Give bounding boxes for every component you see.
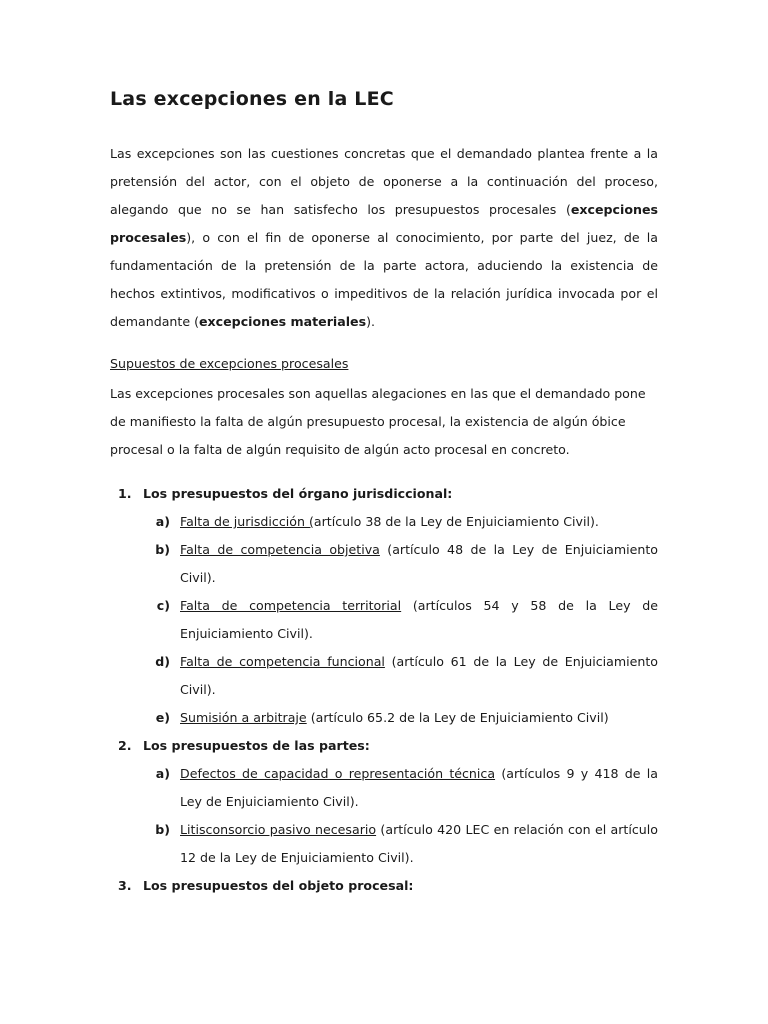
sub-item xyxy=(110,592,658,648)
intro-bold-materiales: excepciones materiales xyxy=(199,314,367,329)
sub-letter: c) xyxy=(156,598,170,613)
sub-letter: b) xyxy=(155,542,170,557)
group-item xyxy=(110,732,658,872)
group-title-row xyxy=(110,480,658,508)
sub-link: Defectos de capacidad o representación técnica xyxy=(180,766,496,781)
intro-text-3: ). xyxy=(366,314,376,329)
sub-letter: b) xyxy=(155,822,170,837)
sub-text xyxy=(170,816,658,872)
group-number: 2. xyxy=(118,738,132,753)
sub-item xyxy=(110,704,658,732)
sub-item xyxy=(110,816,658,872)
sub-letter: a) xyxy=(155,514,170,529)
sub-text xyxy=(170,536,658,592)
sub-rest: (artículo 420 LEC en relación con el artículo 12 de la Ley de Enjuiciamiento Civil). xyxy=(180,822,658,865)
section-body: Las excepciones procesales son aquellas alegaciones en las que el demandado pone de manifiesto la falta de algún presupuesto procesal, la existencia de algún óbice procesal o la falta de algún requisito de algún acto procesal en concreto. xyxy=(110,386,646,457)
sub-text xyxy=(170,592,658,648)
group-item xyxy=(110,480,658,732)
sub-text xyxy=(170,648,658,704)
sub-text xyxy=(170,760,658,816)
sub-text xyxy=(170,704,658,732)
sub-link: Falta de competencia territorial xyxy=(180,598,402,613)
sub-link: Falta de competencia objetiva xyxy=(180,542,380,557)
group-title-row xyxy=(110,732,658,760)
sub-rest: artículo 38 de la Ley de Enjuiciamiento Civil). xyxy=(313,514,599,529)
intro-bold-procesales: excepciones procesales xyxy=(110,202,658,245)
intro-text-2: ), o con el fin de oponerse al conocimiento, por parte del juez, de la fundamentación de la pretensión de la parte actora, aduciendo la existencia de hechos extintivos, modificativos o impeditivos de la relación jurídica invocada por el demandante ( xyxy=(110,230,658,329)
section-heading: Supuestos de excepciones procesales xyxy=(110,356,349,371)
sub-link: Sumisión a arbitraje xyxy=(180,710,307,725)
sub-item xyxy=(110,536,658,592)
sub-rest: (artículo 61 de la Ley de Enjuiciamiento Civil). xyxy=(180,654,658,697)
document-title: Las excepciones en la LEC xyxy=(110,88,394,110)
sub-item xyxy=(110,760,658,816)
sub-text xyxy=(170,508,658,536)
sub-rest: (artículo 65.2 de la Ley de Enjuiciamiento Civil) xyxy=(306,710,609,725)
sub-rest: (artículos 9 y 418 de la Ley de Enjuiciamiento Civil). xyxy=(180,766,658,809)
sub-rest: (artículos 54 y 58 de la Ley de Enjuiciamiento Civil). xyxy=(180,598,658,641)
group-title: Los presupuestos de las partes: xyxy=(143,738,370,753)
sub-item xyxy=(110,648,658,704)
sub-list xyxy=(110,760,658,872)
sub-link: Falta de jurisdicción ( xyxy=(180,514,314,529)
sub-item xyxy=(110,508,658,536)
sub-letter: a) xyxy=(155,766,170,781)
group-number: 3. xyxy=(118,878,132,893)
sub-rest: (artículo 48 de la Ley de Enjuiciamiento Civil). xyxy=(180,542,658,585)
presupuestos-list xyxy=(110,480,658,900)
intro-text-1: Las excepciones son las cuestiones concretas que el demandado plantea frente a la pretensión del actor, con el objeto de oponerse a la continuación del proceso, alegando que no se han satisfecho los presupuestos procesales ( xyxy=(110,146,658,217)
group-title: Los presupuestos del órgano jurisdiccional: xyxy=(143,486,453,501)
sub-link: Falta de competencia funcional xyxy=(180,654,385,669)
group-title: Los presupuestos del objeto procesal: xyxy=(143,878,414,893)
intro-paragraph xyxy=(110,140,658,336)
sub-letter: e) xyxy=(155,710,170,725)
sub-letter: d) xyxy=(155,654,170,669)
group-item xyxy=(110,872,658,900)
group-number: 1. xyxy=(118,486,132,501)
group-title-row xyxy=(110,872,658,900)
sub-list xyxy=(110,508,658,732)
sub-link: Litisconsorcio pasivo necesario xyxy=(180,822,377,837)
